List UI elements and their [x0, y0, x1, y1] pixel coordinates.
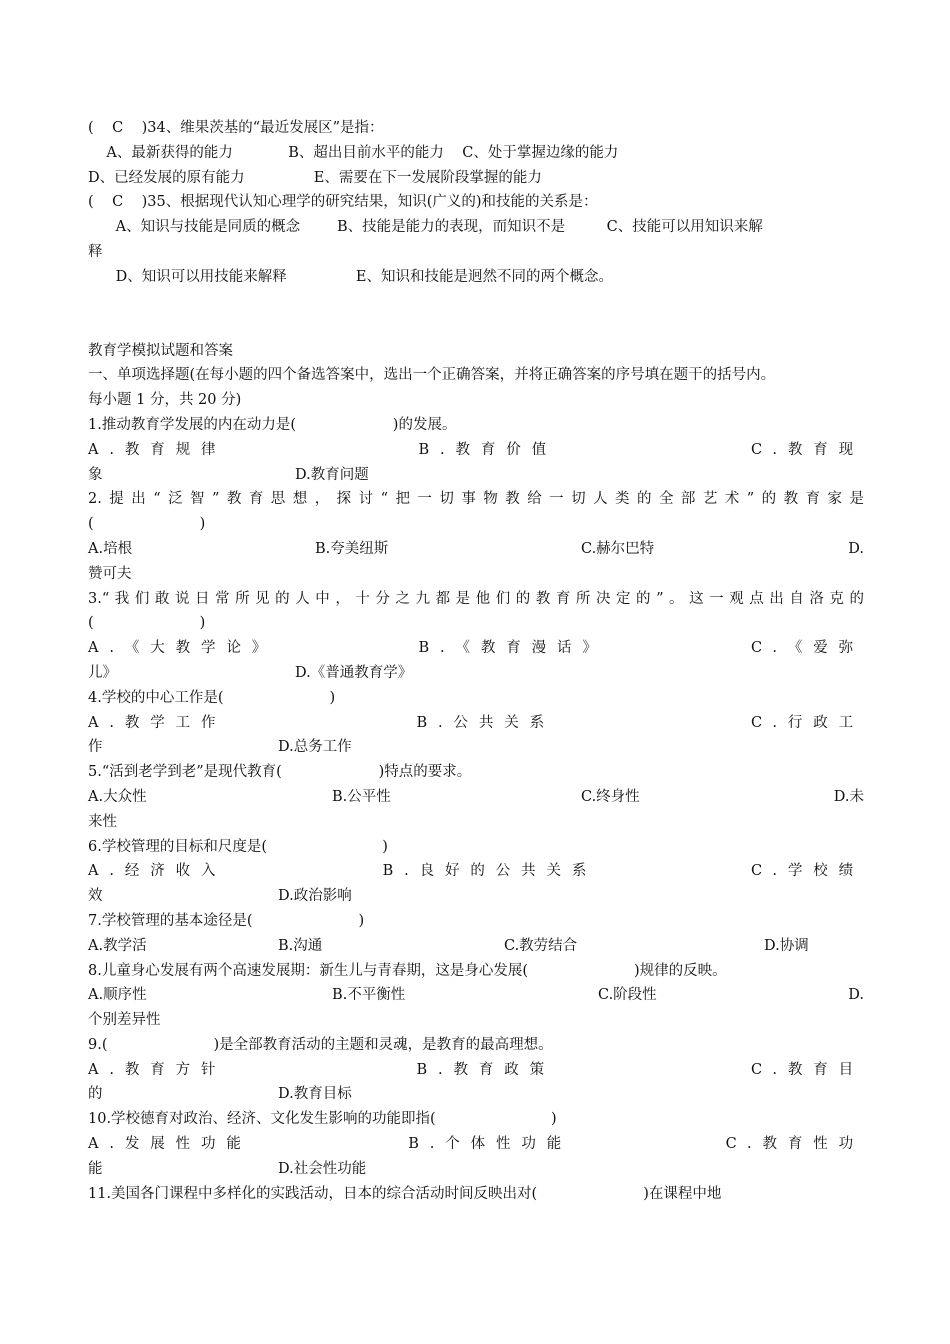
option-c: C.阶段性 [598, 987, 657, 1004]
option-d: D.总务工作 [278, 739, 352, 756]
question-6-options [88, 859, 864, 884]
section-gap [88, 290, 864, 339]
question-2-options [88, 537, 864, 562]
question-2: 2.提出“泛智”教育思想，探讨“把一切事物教给一切人类的全部艺术”的教育家是 [88, 491, 864, 508]
option-b: B.沟通 [278, 937, 323, 954]
question-3-options [88, 636, 864, 661]
prev-question-34-options-2: D、已经发展的原有能力 E、需要在下一发展阶段掌握的能力 [88, 169, 542, 186]
question-1-options [88, 438, 864, 463]
option-a: A.《大教学论》 [88, 640, 278, 657]
question-3: 3.“我们敢说日常所见的人中，十分之九都是他们的教育所决定的”。这一观点出自洛克的 [88, 590, 864, 607]
option-c: C.赫尔巴特 [581, 540, 655, 557]
option-a: A.教学活 [88, 937, 147, 954]
option-a: A.经济收入 [88, 863, 227, 880]
option-b: B.公平性 [332, 788, 391, 805]
option-b: B.公共关系 [416, 714, 556, 731]
option-c-cont: 儿》 [88, 664, 117, 681]
document-page [88, 116, 864, 1206]
option-c: C.《爱弥 [750, 640, 864, 657]
section-title: 教育学模拟试题和答案 [88, 342, 233, 359]
option-d-text: 来性 [88, 813, 117, 830]
option-c-cont: 效 [88, 888, 103, 905]
option-c: C.教育性功 [725, 1136, 864, 1153]
option-d-label: D.未 [833, 788, 864, 805]
option-b: B.教育价值 [418, 441, 557, 458]
option-c-cont: 象 [88, 466, 103, 483]
option-d-label: D. [848, 987, 864, 1004]
option-b: B.不平衡性 [332, 987, 406, 1004]
option-b: B.夸美纽斯 [315, 540, 389, 557]
question-8-options [88, 983, 864, 1008]
question-5-options [88, 785, 864, 810]
option-a: A.培根 [88, 540, 133, 557]
option-c: C.终身性 [581, 788, 640, 805]
option-d-label: D. [848, 540, 864, 557]
option-d: D.《普通教育学》 [295, 664, 413, 681]
option-c: C.教育目 [750, 1061, 864, 1078]
option-d-text: 赞可夫 [88, 565, 132, 582]
question-8: 8.儿童身心发展有两个高速发展期：新生儿与青春期，这是身心发展( )规律的反映。 [88, 962, 727, 979]
prev-question-35-options-2: D、知识可以用技能来解释 E、知识和技能是迥然不同的两个概念。 [88, 268, 613, 285]
option-b: B.良好的公共关系 [382, 863, 598, 880]
question-3-options-cont [88, 661, 864, 686]
question-1-options-cont [88, 463, 864, 488]
option-c-cont: 作 [88, 739, 103, 756]
option-c: C.教育现 [750, 441, 864, 458]
option-d: D.政治影响 [278, 888, 352, 905]
option-b: B.教育政策 [416, 1061, 556, 1078]
option-d: D.教育问题 [295, 466, 369, 483]
option-a: A.教育规律 [88, 441, 227, 458]
question-7-options [88, 934, 864, 959]
option-d: D.社会性功能 [278, 1160, 367, 1177]
option-c: C.行政工 [750, 714, 864, 731]
option-a: A.教育方针 [88, 1061, 227, 1078]
option-d: D.协调 [764, 937, 809, 954]
question-2-blank: ( ) [88, 516, 206, 533]
question-9-options-cont [88, 1082, 864, 1107]
option-c: C.教劳结合 [504, 937, 578, 954]
option-c-cont: 能 [88, 1160, 103, 1177]
option-c-cont: 的 [88, 1086, 103, 1103]
option-d: D.教育目标 [278, 1086, 352, 1103]
option-a: A.顺序性 [88, 987, 147, 1004]
question-4-options-cont [88, 735, 864, 760]
option-b: B.《教育漫话》 [418, 640, 608, 657]
prev-question-35-options-wrap: 释 [88, 243, 103, 260]
section-instructions-cont: 每小题 1 分，共 20 分) [88, 392, 242, 409]
question-10: 10.学校德育对政治、经济、文化发生影响的功能即指( ) [88, 1111, 557, 1128]
question-6: 6.学校管理的目标和尺度是( ) [88, 838, 388, 855]
section-instructions: 一、单项选择题(在每小题的四个备选答案中，选出一个正确答案，并将正确答案的序号填在题干的括号内。 [88, 367, 776, 384]
option-b: B.个体性功能 [408, 1136, 573, 1153]
prev-question-35-options-1: A、知识与技能是同质的概念 B、技能是能力的表现，而知识不是 C、技能可以用知识来解 [88, 219, 763, 236]
prev-question-34-options-1: A、最新获得的能力 B、超出目前水平的能力 C、处于掌握边缘的能力 [88, 144, 619, 161]
question-10-options-cont [88, 1157, 864, 1182]
question-6-options-cont [88, 884, 864, 909]
option-a: A.教学工作 [88, 714, 227, 731]
question-10-options [88, 1132, 864, 1157]
question-9-options [88, 1058, 864, 1083]
prev-question-34: ( C )34、维果茨基的“最近发展区”是指： [88, 120, 384, 136]
prev-question-35: ( C )35、根据现代认知心理学的研究结果，知识(广义的)和技能的关系是： [88, 194, 598, 211]
question-9: 9.( )是全部教育活动的主题和灵魂，是教育的最高理想。 [88, 1036, 553, 1053]
question-11: 11.美国各门课程中多样化的实践活动，日本的综合活动时间反映出对( )在课程中地 [88, 1185, 722, 1202]
question-1: 1.推动教育学发展的内在动力是( )的发展。 [88, 416, 457, 433]
question-5: 5.“活到老学到老”是现代教育( )特点的要求。 [88, 764, 472, 781]
question-3-blank: ( ) [88, 615, 206, 632]
option-a: A.发展性功能 [88, 1136, 252, 1153]
question-4: 4.学校的中心工作是( ) [88, 689, 336, 706]
option-a: A.大众性 [88, 788, 147, 805]
option-c: C.学校绩 [750, 863, 864, 880]
option-d-text: 个别差异性 [88, 1012, 161, 1029]
question-4-options [88, 711, 864, 736]
question-7: 7.学校管理的基本途径是( ) [88, 912, 365, 929]
